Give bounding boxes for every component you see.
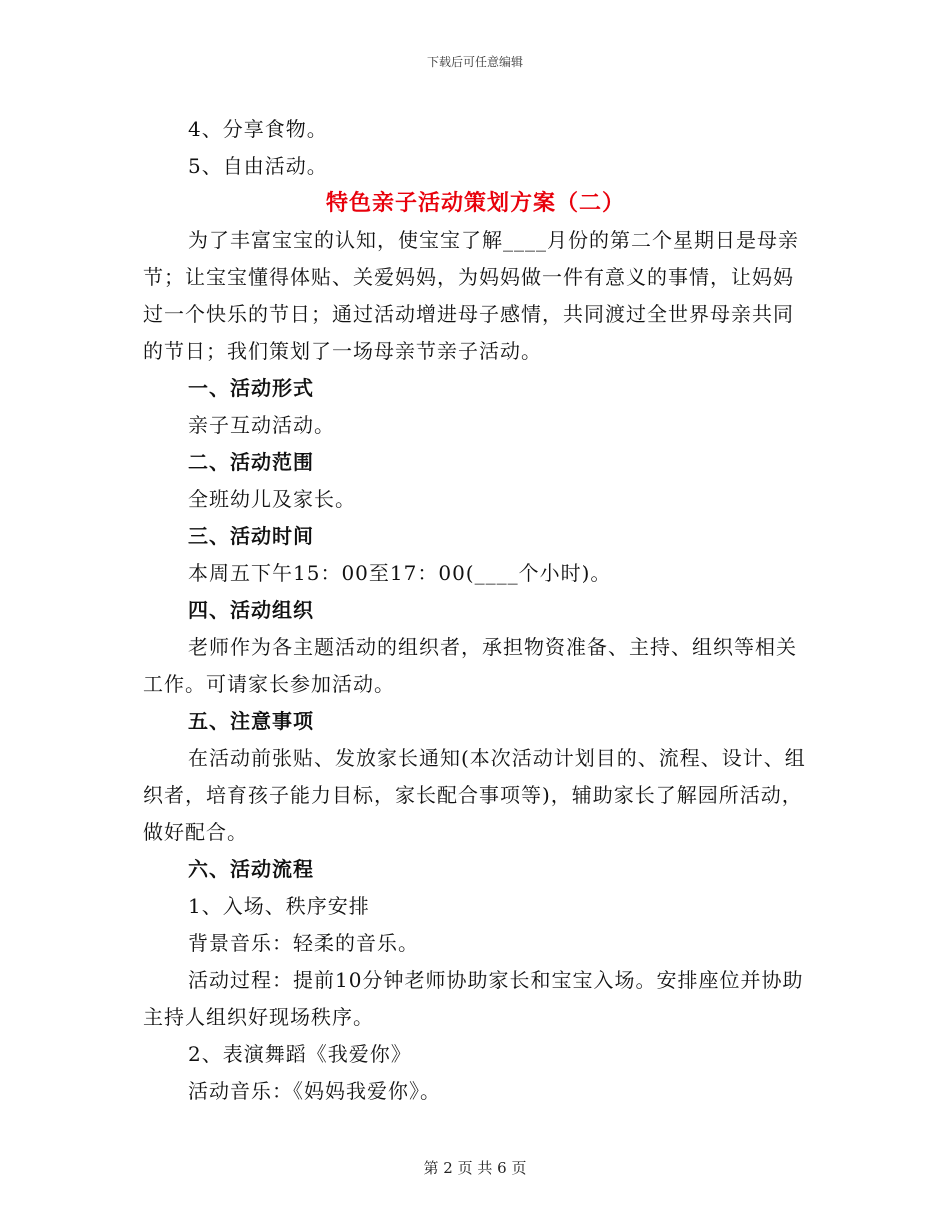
list-item-5: 5、自由活动。 (188, 154, 328, 178)
document-body (143, 111, 808, 1110)
paragraph-activity-scope: 全班幼儿及家长。 (188, 487, 356, 511)
heading-activity-form: 一、活动形式 (188, 376, 314, 400)
page-footer: 第 2 页 共 6 页 (423, 1159, 527, 1177)
step-1-process: 活动过程：提前10分钟老师协助家长和宝宝入场。安排座位并协助主持人组织好现场秩序。 (143, 968, 804, 1029)
intro-paragraph: 为了丰富宝宝的认知，使宝宝了解____月份的第二个星期日是母亲节；让宝宝懂得体贴、关爱妈妈，为妈妈做一件有意义的事情，让妈妈过一个快乐的节日；通过活动增进母子感情，共同渡过全世界母亲共同的节日；我们策划了一场母亲节亲子活动。 (143, 228, 799, 363)
paragraph-activity-time: 本周五下午15：00至17：00(____个小时)。 (188, 561, 612, 585)
paragraph-activity-form: 亲子互动活动。 (188, 413, 335, 437)
heading-activity-scope: 二、活动范围 (188, 450, 314, 474)
list-item-4: 4、分享食物。 (188, 117, 328, 141)
heading-activity-process: 六、活动流程 (188, 857, 314, 881)
section-title: 特色亲子活动策划方案（二） (325, 190, 625, 216)
page-header: 下载后可任意编辑 (426, 55, 523, 69)
step-2-title: 2、表演舞蹈《我爱你》 (188, 1042, 412, 1066)
step-1-title: 1、入场、秩序安排 (188, 894, 370, 918)
paragraph-activity-organization: 老师作为各主题活动的组织者，承担物资准备、主持、组织等相关工作。可请家长参加活动。 (143, 635, 797, 696)
heading-activity-time: 三、活动时间 (188, 524, 314, 548)
heading-notes: 五、注意事项 (188, 709, 314, 733)
heading-activity-organization: 四、活动组织 (188, 598, 314, 622)
paragraph-notes: 在活动前张贴、发放家长通知(本次活动计划目的、流程、设计、组织者，培育孩子能力目标，家长配合事项等)，辅助家长了解园所活动，做好配合。 (143, 746, 806, 844)
step-1-music: 背景音乐：轻柔的音乐。 (188, 931, 419, 955)
step-2-music: 活动音乐：《妈妈我爱你》。 (188, 1079, 441, 1103)
